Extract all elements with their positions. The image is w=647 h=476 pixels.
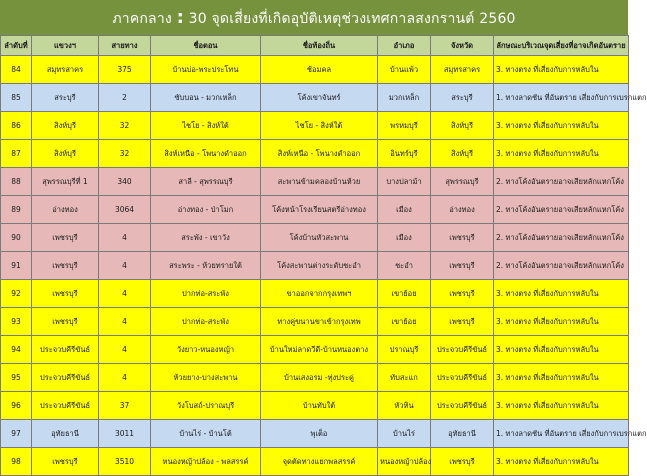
cell-province: สิงห์บุรี: [431, 112, 494, 140]
cell-province: ประจวบคีรีขันธ์: [431, 336, 494, 364]
cell-route: 32: [99, 112, 151, 140]
cell-amphoe: เมือง: [378, 196, 431, 224]
cell-district: เพชรบุรี: [32, 224, 99, 252]
cell-route: 2: [99, 84, 151, 112]
cell-local-name: สิงห์เหนือ - โพนางดำออก: [261, 140, 378, 168]
table-row: [1, 252, 629, 280]
table-row: [1, 280, 629, 308]
cell-section: ปากท่อ-สระพัง: [151, 280, 261, 308]
table-row: [1, 168, 629, 196]
cell-no: 85: [1, 84, 32, 112]
cell-route: 37: [99, 392, 151, 420]
cell-district: ประจวบคีรีขันธ์: [32, 364, 99, 392]
cell-local-name: จุดตัดทางแยกพลสรรค์: [261, 448, 378, 476]
cell-no: 90: [1, 224, 32, 252]
cell-district: เพชรบุรี: [32, 448, 99, 476]
cell-district: เพชรบุรี: [32, 252, 99, 280]
table-row: [1, 336, 629, 364]
cell-description: 3. ทางตรง ที่เสี่ยงกับการหลับใน: [494, 140, 629, 168]
cell-province: เพชรบุรี: [431, 280, 494, 308]
cell-route: 3064: [99, 196, 151, 224]
cell-local-name: โค้งบ้านหัวสะพาน: [261, 224, 378, 252]
cell-section: สระพัง - เขาวัง: [151, 224, 261, 252]
cell-description: 2. ทางโค้งอันตรายอาจเสียหลักแหกโค้ง: [494, 196, 629, 224]
cell-province: ประจวบคีรีขันธ์: [431, 364, 494, 392]
table-row: [1, 84, 629, 112]
cell-district: อุทัยธานี: [32, 420, 99, 448]
cell-description: 2. ทางโค้งอันตรายอาจเสียหลักแหกโค้ง: [494, 252, 629, 280]
cell-district: ประจวบคีรีขันธ์: [32, 336, 99, 364]
cell-district: สิงห์บุรี: [32, 112, 99, 140]
cell-no: 92: [1, 280, 32, 308]
cell-description: 3. ทางตรง ที่เสี่ยงกับการหลับใน: [494, 448, 629, 476]
cell-description: 3. ทางตรง ที่เสี่ยงกับการหลับใน: [494, 112, 629, 140]
cell-no: 87: [1, 140, 32, 168]
header-local-name: ชื่อท้องถิ่น: [261, 36, 378, 56]
table-row: [1, 392, 629, 420]
cell-local-name: ช้อมคล: [261, 56, 378, 84]
cell-section: บ้านบ่อ-พระประโทน: [151, 56, 261, 84]
table-row: [1, 112, 629, 140]
cell-description: 3. ทางตรง ที่เสี่ยงกับการหลับใน: [494, 392, 629, 420]
cell-route: 340: [99, 168, 151, 196]
cell-route: 4: [99, 252, 151, 280]
table-row: [1, 224, 629, 252]
cell-route: 4: [99, 224, 151, 252]
cell-route: 4: [99, 364, 151, 392]
cell-description: 3. ทางตรง ที่เสี่ยงกับการหลับใน: [494, 56, 629, 84]
cell-no: 97: [1, 420, 32, 448]
cell-local-name: ทางคู่ขนานขาเข้ากรุงเทพ: [261, 308, 378, 336]
cell-province: ประจวบคีรีขันธ์: [431, 392, 494, 420]
cell-local-name: โค้งหน้าโรงเรียนสตรีอ่างทอง: [261, 196, 378, 224]
cell-section: ห้วยยาง-บางสะพาน: [151, 364, 261, 392]
table-row: [1, 364, 629, 392]
cell-district: อ่างทอง: [32, 196, 99, 224]
cell-route: 32: [99, 140, 151, 168]
cell-district: สุพรรณบุรีที่ 1: [32, 168, 99, 196]
cell-amphoe: ปราณบุรี: [378, 336, 431, 364]
cell-district: สมุทรสาคร: [32, 56, 99, 84]
cell-local-name: พุเต็อ: [261, 420, 378, 448]
header-district: แขวงฯ: [32, 36, 99, 56]
cell-local-name: โค้งเขาจันทร์: [261, 84, 378, 112]
table-row: [1, 196, 629, 224]
cell-district: สระบุรี: [32, 84, 99, 112]
cell-section: ซับบอน - มวกเหล็ก: [151, 84, 261, 112]
cell-amphoe: พรหมบุรี: [378, 112, 431, 140]
cell-section: บ้านไร่ - บ้านโต้: [151, 420, 261, 448]
header-description: ลักษณะบริเวณจุดเสี่ยงที่อาจเกิดอันตราย: [494, 36, 629, 56]
cell-amphoe: หัวหิน: [378, 392, 431, 420]
cell-no: 95: [1, 364, 32, 392]
cell-local-name: ไชโย - สิงห์ใต้: [261, 112, 378, 140]
cell-description: 3. ทางตรง ที่เสี่ยงกับการหลับใน: [494, 308, 629, 336]
cell-description: 3. ทางตรง ที่เสี่ยงกับการหลับใน: [494, 364, 629, 392]
cell-province: อ่างทอง: [431, 196, 494, 224]
cell-province: สิงห์บุรี: [431, 140, 494, 168]
cell-section: ไชโย - สิงห์ใต้: [151, 112, 261, 140]
cell-district: เพชรบุรี: [32, 280, 99, 308]
cell-district: สิงห์บุรี: [32, 140, 99, 168]
cell-no: 89: [1, 196, 32, 224]
cell-description: 3. ทางตรง ที่เสี่ยงกับการหลับใน: [494, 280, 629, 308]
cell-amphoe: เมือง: [378, 224, 431, 252]
header-no: ลำดับที่: [1, 36, 32, 56]
risk-points-table: [0, 35, 647, 476]
header-province: จังหวัด: [431, 36, 494, 56]
cell-description: 1. ทางลาดชัน ที่อันตราย เสี่ยงกับการเบรกแตก: [494, 84, 629, 112]
header-amphoe: อำเภอ: [378, 36, 431, 56]
header-section: ชื่อตอน: [151, 36, 261, 56]
cell-no: 86: [1, 112, 32, 140]
title-colon: :: [176, 7, 184, 28]
cell-amphoe: เขาย้อย: [378, 280, 431, 308]
cell-local-name: บ้านทับใต้: [261, 392, 378, 420]
cell-section: อ่างทอง - ป่าโมก: [151, 196, 261, 224]
cell-province: เพชรบุรี: [431, 448, 494, 476]
cell-local-name: ขาออกจากกรุงเทพฯ: [261, 280, 378, 308]
table-row: [1, 420, 629, 448]
cell-amphoe: อินทร์บุรี: [378, 140, 431, 168]
table-row: [1, 56, 629, 84]
cell-no: 88: [1, 168, 32, 196]
cell-description: 2. ทางโค้งอันตรายอาจเสียหลักแหกโค้ง: [494, 224, 629, 252]
header-route: สายทาง: [99, 36, 151, 56]
table-body: [1, 56, 647, 476]
cell-amphoe: ชะอำ: [378, 252, 431, 280]
cell-description: 2. ทางโค้งอันตรายอาจเสียหลักแหกโค้ง: [494, 168, 629, 196]
cell-amphoe: บ้านแพ้ว: [378, 56, 431, 84]
cell-province: เพชรบุรี: [431, 308, 494, 336]
cell-local-name: โค้งสะพานต่างระดับชะอำ: [261, 252, 378, 280]
title-suffix: 30 จุดเสี่ยงที่เกิดอุบัติเหตุช่วงเทศกาลสงกรานต์ 2560: [188, 11, 516, 27]
cell-route: 3510: [99, 448, 151, 476]
table-row: [1, 448, 629, 476]
title-prefix: ภาคกลาง: [112, 11, 172, 27]
cell-route: 375: [99, 56, 151, 84]
cell-route: 4: [99, 336, 151, 364]
cell-no: 98: [1, 448, 32, 476]
cell-province: เพชรบุรี: [431, 224, 494, 252]
cell-province: อุทัยธานี: [431, 420, 494, 448]
cell-province: เพชรบุรี: [431, 252, 494, 280]
cell-section: สระพระ - ห้วยทรายใต้: [151, 252, 261, 280]
cell-amphoe: เขาย้อย: [378, 308, 431, 336]
cell-amphoe: หนองหญ้าปล้อง: [378, 448, 431, 476]
cell-description: 3. ทางตรง ที่เสี่ยงกับการหลับใน: [494, 336, 629, 364]
cell-route: 3011: [99, 420, 151, 448]
cell-section: วังยาว-หนองหญ้า: [151, 336, 261, 364]
cell-amphoe: มวกเหล็ก: [378, 84, 431, 112]
cell-province: สมุทรสาคร: [431, 56, 494, 84]
cell-no: 96: [1, 392, 32, 420]
cell-district: เพชรบุรี: [32, 308, 99, 336]
table-row: [1, 308, 629, 336]
cell-local-name: บ้านใหม่ลาดวีดี-บ้านหนองตาง: [261, 336, 378, 364]
cell-no: 84: [1, 56, 32, 84]
cell-amphoe: บ้านไร่: [378, 420, 431, 448]
cell-route: 4: [99, 308, 151, 336]
page-title: [0, 0, 628, 35]
cell-section: ปากท่อ-สระพัง: [151, 308, 261, 336]
cell-section: วังโบสถ์-ปราณบุรี: [151, 392, 261, 420]
cell-route: 4: [99, 280, 151, 308]
cell-amphoe: ทับสะแก: [378, 364, 431, 392]
cell-local-name: บ้านเสงอรม -ทุ่งประดู่: [261, 364, 378, 392]
cell-district: ประจวบคีรีขันธ์: [32, 392, 99, 420]
cell-no: 91: [1, 252, 32, 280]
cell-no: 93: [1, 308, 32, 336]
table-header-row: [1, 36, 629, 56]
cell-local-name: สะพานข้ามคลองบ้านห้วย: [261, 168, 378, 196]
cell-description: 1. ทางลาดชัน ที่อันตราย เสี่ยงกับการเบรกแตก: [494, 420, 629, 448]
cell-section: หนองหญ้าปล้อง - พลสรรค์: [151, 448, 261, 476]
cell-province: สระบุรี: [431, 84, 494, 112]
cell-province: สุพรรณบุรี: [431, 168, 494, 196]
cell-section: สิงห์เหนือ - โพนางดำออก: [151, 140, 261, 168]
table-row: [1, 140, 629, 168]
cell-amphoe: บางปลาม้า: [378, 168, 431, 196]
cell-no: 94: [1, 336, 32, 364]
cell-section: สาลี - สุพรรณบุรี: [151, 168, 261, 196]
